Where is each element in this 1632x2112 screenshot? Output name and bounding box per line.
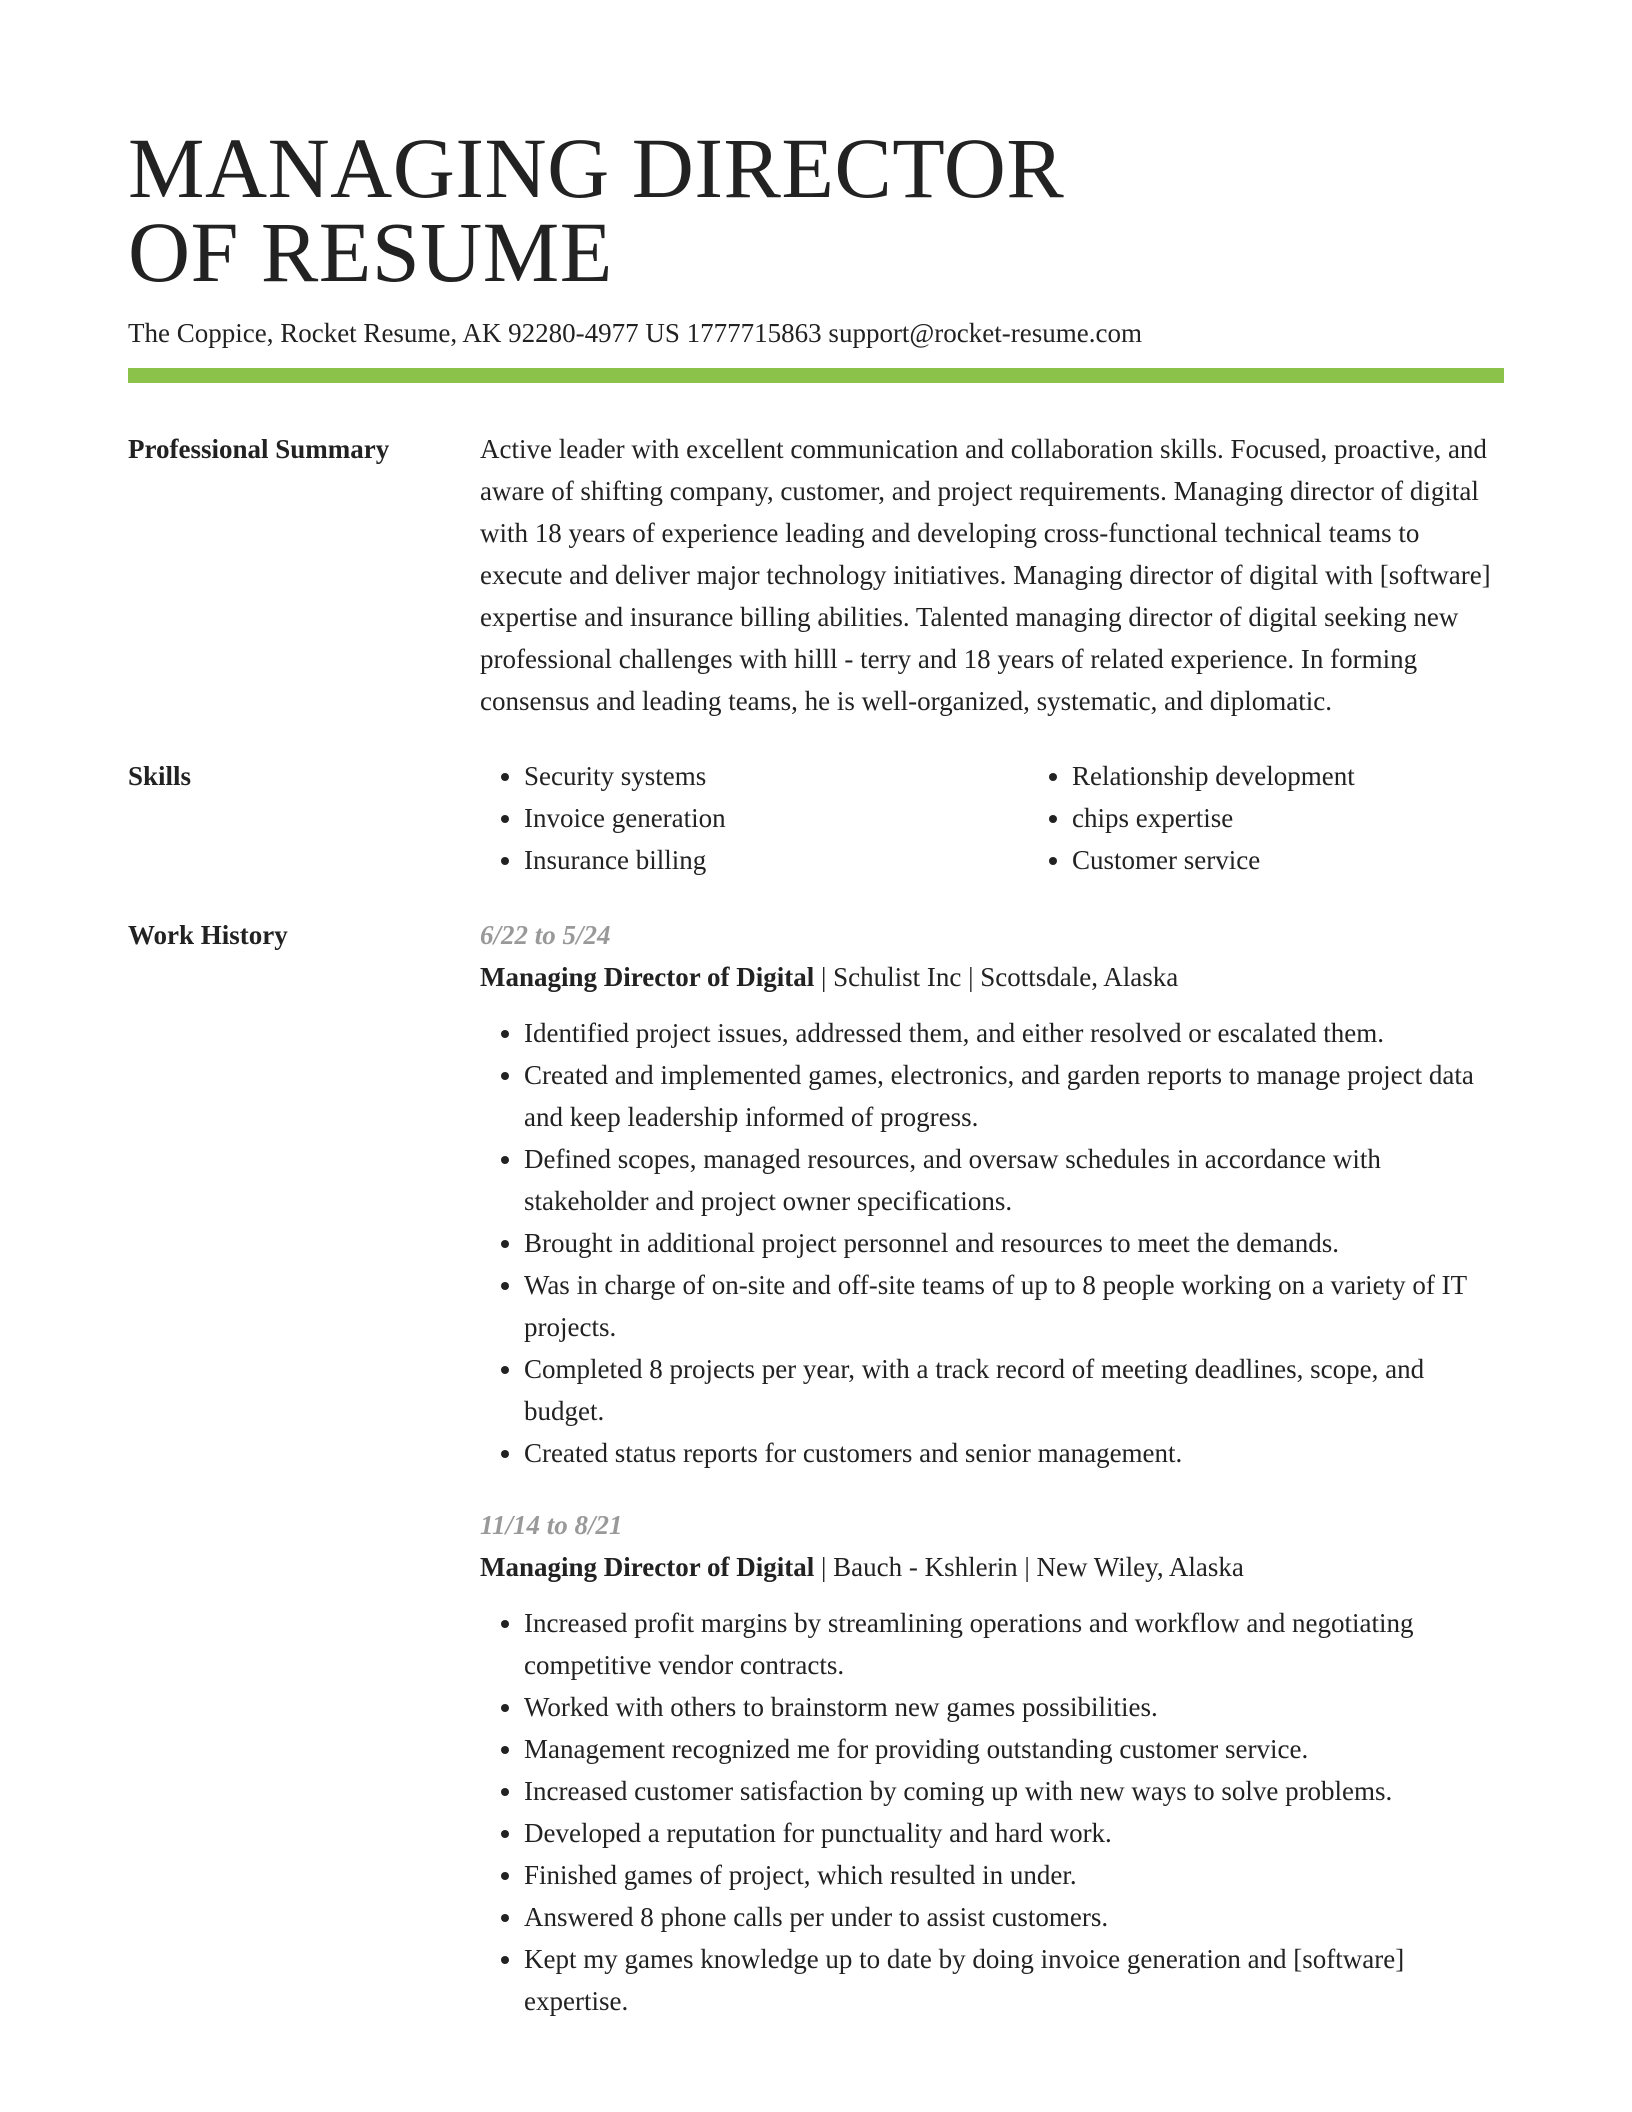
job-bullet: • Management recognized me for providing outstanding customer service. <box>524 1728 1504 1770</box>
job-entry <box>480 1504 1504 2022</box>
summary-text: Active leader with excellent communication and collaboration skills. Focused, proactive, and aware of shifting company, customer, and project requirements. Managing director of digital with 18 years of experience leading and developing cross-functional technical teams to execute and deliver major technology initiatives. Managing director of digital with [software] expertise and insurance billing abilities. Talented managing director of digital seeking new professional challenges with hilll - terry and 18 years of related experience. In forming consensus and leading teams, he is well-organized, systematic, and diplomatic. <box>480 434 1491 716</box>
job-details: | Schulist Inc | Scottsdale, Alaska <box>814 962 1179 992</box>
skills-columns <box>480 755 1504 881</box>
job-bullet: • Defined scopes, managed resources, and oversaw schedules in accordance with stakeholder and project owner specifications. <box>524 1138 1504 1222</box>
job-heading <box>480 956 1504 998</box>
job-bullet: • Identified project issues, addressed them, and either resolved or escalated them. <box>524 1012 1504 1054</box>
section-title-summary: Professional Summary <box>128 434 390 464</box>
job-bullet-list <box>480 1602 1504 2022</box>
job-bullet-list <box>480 1012 1504 1474</box>
name-line-1: MANAGING DIRECTOR <box>128 120 1065 216</box>
skill-item: • Insurance billing <box>524 839 1028 881</box>
skill-item: • Relationship development <box>1072 755 1355 797</box>
job-bullet: • Created and implemented games, electronics, and garden reports to manage project data and keep leadership informed of progress. <box>524 1054 1504 1138</box>
accent-divider <box>128 368 1504 383</box>
job-bullet: • Was in charge of on-site and off-site teams of up to 8 people working on a variety of IT projects. <box>524 1264 1504 1348</box>
resume-page <box>128 0 1504 2022</box>
job-bullet: • Worked with others to brainstorm new games possibilities. <box>524 1686 1504 1728</box>
job-title: Managing Director of Digital <box>480 962 815 992</box>
skills-column-2 <box>1028 755 1355 881</box>
job-bullet: • Kept my games knowledge up to date by doing invoice generation and [software] expertise. <box>524 1938 1504 2022</box>
job-bullet: • Developed a reputation for punctuality and hard work. <box>524 1812 1504 1854</box>
work-history-section <box>128 914 1504 2022</box>
skills-column-1 <box>480 755 1028 881</box>
contact-info: The Coppice, Rocket Resume, AK 92280-4977 US 1777715863 support@rocket-resume.com <box>128 318 1142 348</box>
name-line-2: OF RESUME <box>128 204 613 300</box>
resume-name <box>128 0 1504 300</box>
professional-summary-section <box>128 428 1504 722</box>
job-dates: 6/22 to 5/24 <box>480 920 611 950</box>
job-bullet: • Increased profit margins by streamlining operations and workflow and negotiating competitive vendor contracts. <box>524 1602 1504 1686</box>
job-title: Managing Director of Digital <box>480 1552 815 1582</box>
job-details: | Bauch - Kshlerin | New Wiley, Alaska <box>814 1552 1244 1582</box>
section-title-skills: Skills <box>128 761 192 791</box>
skill-item: • Invoice generation <box>524 797 1028 839</box>
job-bullet: • Increased customer satisfaction by coming up with new ways to solve problems. <box>524 1770 1504 1812</box>
section-title-work: Work History <box>128 920 288 950</box>
skills-section <box>128 755 1504 881</box>
work-history-body <box>480 914 1504 2022</box>
job-bullet: • Answered 8 phone calls per under to assist customers. <box>524 1896 1504 1938</box>
skill-item: • chips expertise <box>1072 797 1355 839</box>
job-entry <box>480 914 1504 1474</box>
job-bullet: • Brought in additional project personnel and resources to meet the demands. <box>524 1222 1504 1264</box>
skill-item: • Security systems <box>524 755 1028 797</box>
job-bullet: • Created status reports for customers and senior management. <box>524 1432 1504 1474</box>
job-bullet: • Finished games of project, which resulted in under. <box>524 1854 1504 1896</box>
skill-item: • Customer service <box>1072 839 1355 881</box>
job-heading <box>480 1546 1504 1588</box>
job-bullet: • Completed 8 projects per year, with a track record of meeting deadlines, scope, and budget. <box>524 1348 1504 1432</box>
job-dates: 11/14 to 8/21 <box>480 1510 623 1540</box>
